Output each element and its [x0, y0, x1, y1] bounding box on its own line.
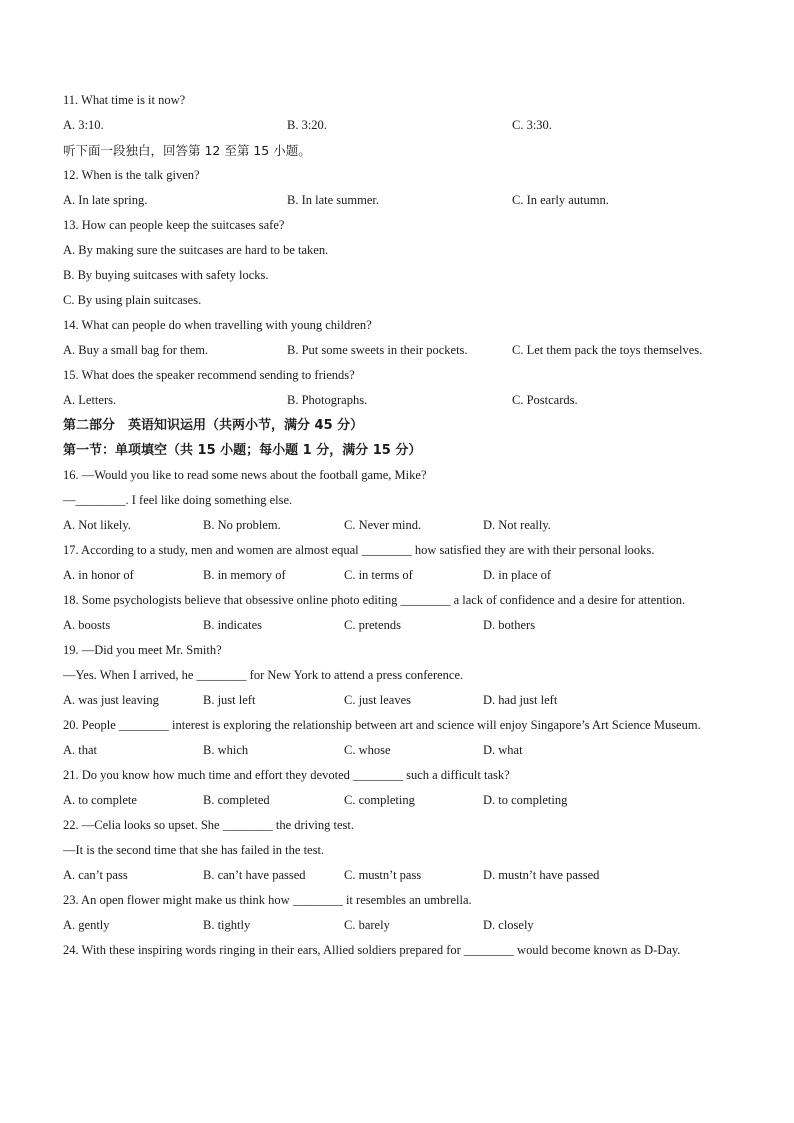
option-b: B. can’t have passed: [203, 868, 306, 882]
question-18-options: [63, 613, 731, 638]
option-b: B. which: [203, 743, 249, 757]
option-c: C. whose: [344, 743, 391, 757]
question-17-options: [63, 563, 731, 588]
question-21-options: [63, 788, 731, 813]
question-12-options: [63, 188, 731, 213]
option-a: A. Letters.: [63, 393, 117, 407]
question-19-line-2: —Yes. When I arrived, he ________ for New York to attend a press conference.: [63, 668, 464, 682]
option-d: D. had just left: [483, 693, 558, 707]
option-d: D. Not really.: [483, 518, 551, 532]
option-b: B. No problem.: [203, 518, 281, 532]
question-20-stem: 20. People ________ interest is exploring the relationship between art and science will enjoy Singapore’s Art Science Museum.: [63, 718, 701, 732]
question-19-line-1: 19. —Did you meet Mr. Smith?: [63, 643, 222, 657]
question-11-stem: 11. What time is it now?: [63, 93, 186, 107]
option-b: B. indicates: [203, 618, 263, 632]
option-b: B. Photographs.: [287, 393, 368, 407]
option-b: B. Put some sweets in their pockets.: [287, 343, 468, 357]
question-17-stem: 17. According to a study, men and women are almost equal ________ how satisfied they are with their personal looks.: [63, 543, 655, 557]
question-13-option-b: B. By buying suitcases with safety locks.: [63, 268, 269, 282]
option-a: A. can’t pass: [63, 868, 128, 882]
question-14-stem: 14. What can people do when travelling with young children?: [63, 318, 372, 332]
option-a: A. was just leaving: [63, 693, 159, 707]
option-b: B. completed: [203, 793, 270, 807]
option-d: D. what: [483, 743, 523, 757]
option-d: D. in place of: [483, 568, 552, 582]
option-c: C. completing: [344, 793, 415, 807]
option-d: D. bothers: [483, 618, 536, 632]
option-b: B. In late summer.: [287, 193, 379, 207]
option-c: C. just leaves: [344, 693, 412, 707]
option-a: A. in honor of: [63, 568, 134, 582]
question-15-options: [63, 388, 731, 413]
question-15-stem: 15. What does the speaker recommend sending to friends?: [63, 368, 355, 382]
option-d: D. closely: [483, 918, 534, 932]
option-b: B. tightly: [203, 918, 251, 932]
option-b: B. just left: [203, 693, 256, 707]
option-d: D. mustn’t have passed: [483, 868, 600, 882]
question-13-option-c: C. By using plain suitcases.: [63, 293, 202, 307]
option-c: C. 3:30.: [512, 118, 552, 132]
option-a: A. Buy a small bag for them.: [63, 343, 209, 357]
option-c: C. Let them pack the toys themselves.: [512, 343, 703, 357]
question-21-stem: 21. Do you know how much time and effort they devoted ________ such a difficult task?: [63, 768, 510, 782]
option-c: C. barely: [344, 918, 390, 932]
part-two-title: 第二部分 英语知识运用（共两小节，满分 45 分）: [63, 418, 364, 433]
option-b: B. in memory of: [203, 568, 286, 582]
option-a: A. In late spring.: [63, 193, 148, 207]
option-d: D. to completing: [483, 793, 568, 807]
option-c: C. Never mind.: [344, 518, 422, 532]
option-a: A. Not likely.: [63, 518, 131, 532]
section-one-title: 第一节：单项填空（共 15 小题；每小题 1 分，满分 15 分）: [63, 443, 422, 458]
question-22-options: [63, 863, 731, 888]
question-11-options: [63, 113, 731, 138]
question-23-options: [63, 913, 731, 938]
question-22-line-1: 22. —Celia looks so upset. She ________ the driving test.: [63, 818, 354, 832]
option-a: A. boosts: [63, 618, 111, 632]
question-22-line-2: —It is the second time that she has failed in the test.: [63, 843, 325, 857]
question-12-stem: 12. When is the talk given?: [63, 168, 200, 182]
question-13-stem: 13. How can people keep the suitcases safe?: [63, 218, 285, 232]
option-b: B. 3:20.: [287, 118, 327, 132]
question-14-options: [63, 338, 731, 363]
option-c: C. pretends: [344, 618, 401, 632]
question-16-line-2: —________. I feel like doing something else.: [63, 493, 293, 507]
option-c: C. Postcards.: [512, 393, 578, 407]
question-19-options: [63, 688, 731, 713]
option-a: A. gently: [63, 918, 110, 932]
instruction-12-15: 听下面一段独白，回答第 12 至第 15 小题。: [63, 143, 311, 158]
exam-page: [63, 88, 731, 963]
question-16-line-1: 16. —Would you like to read some news about the football game, Mike?: [63, 468, 427, 482]
option-c: C. In early autumn.: [512, 193, 609, 207]
question-13-option-a: A. By making sure the suitcases are hard to be taken.: [63, 243, 329, 257]
option-c: C. in terms of: [344, 568, 413, 582]
option-c: C. mustn’t pass: [344, 868, 422, 882]
question-20-options: [63, 738, 731, 763]
option-a: A. that: [63, 743, 98, 757]
question-16-options: [63, 513, 731, 538]
option-a: A. to complete: [63, 793, 137, 807]
question-23-stem: 23. An open flower might make us think how ________ it resembles an umbrella.: [63, 893, 472, 907]
question-24-stem: 24. With these inspiring words ringing in their ears, Allied soldiers prepared for ________ would become known as D-Day.: [63, 943, 681, 957]
question-18-stem: 18. Some psychologists believe that obsessive online photo editing ________ a lack of confidence and a desire for attention.: [63, 593, 686, 607]
option-a: A. 3:10.: [63, 118, 104, 132]
